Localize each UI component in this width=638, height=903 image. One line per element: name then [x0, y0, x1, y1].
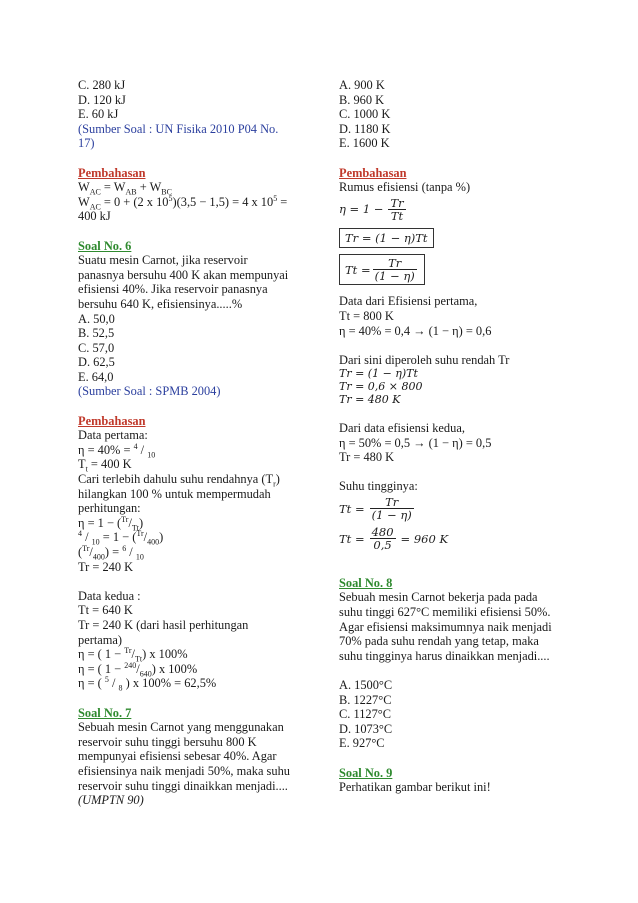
work-eq-3: 400 kJ — [78, 209, 111, 224]
dari-sini-line: Dari sini diperoleh suhu rendah Tr — [339, 352, 510, 367]
kedua-line: η = 50% = 0,5 → (1 − η) = 0,5 — [339, 435, 492, 450]
right-column — [339, 78, 571, 795]
option-c: C. 280 kJ — [78, 78, 126, 92]
step-1: $\eta = 1 - (^{Tr}/_{Tt})$ — [78, 514, 144, 533]
source-5: (Sumber Soal : UN Fisika 2010 P04 No. — [78, 121, 279, 136]
step-4: Tr = 240 K — [78, 559, 134, 574]
source-5-cont: 17) — [78, 136, 95, 151]
work-eq-1: $W_{AC} = W_{AB} + W_{BC}$ — [78, 180, 172, 197]
question-7-line: mempunyai efisiensi sebesar 40%. Agar — [78, 749, 277, 764]
soal-6-heading: Soal No. 6 — [78, 238, 132, 253]
question-6-line: panasnya bersuhu 400 K akan mempunyai — [78, 267, 289, 282]
efisiensi-pertama: Data dari Efisiensi pertama, — [339, 294, 478, 309]
rumus-line: Rumus efisiensi (tanpa %) — [339, 180, 471, 195]
left-column — [78, 78, 310, 808]
question-8-line: suhu tingginya harus dinaikkan menjadi.... — [339, 648, 550, 663]
kedua-line: pertama) — [78, 632, 123, 647]
question-7-line: reservoir suhu tinggi dinaikkan menjadi.... — [78, 778, 288, 793]
option-b: B. 960 K — [339, 92, 385, 107]
option-e: E. 60 kJ — [78, 107, 119, 122]
option-b: B. 52,5 — [78, 326, 115, 341]
option-d: D. 1180 K — [339, 121, 391, 136]
suhu-tinggi-line: Suhu tingginya: — [339, 479, 418, 494]
formula-efficiency: η = 1 − $\frac{Tr}{Tt}$ — [339, 196, 404, 224]
option-e: E. 927°C — [339, 736, 385, 751]
pembahasan-7-heading: Pembahasan — [339, 165, 407, 180]
question-7-line: efisiensinya naik menjadi 50%, maka suhu — [78, 763, 290, 778]
question-8-line: 70% pada suhu rendah yang tetap, maka — [339, 634, 539, 649]
question-8-line: Agar efisiensi maksimumnya naik menjadi — [339, 619, 552, 634]
kedua-line: Tr = 240 K (dari hasil perhitungan — [78, 617, 249, 632]
kedua-eq-3: η = ( $^5$ / $_8$ ) x 100% = 62,5% — [78, 675, 217, 693]
option-a: A. 50,0 — [78, 311, 115, 326]
hilangkan-line: hilangkan 100 % untuk mempermudah — [78, 486, 271, 501]
soal-8-heading: Soal No. 8 — [339, 575, 393, 590]
tt-line: $T_t = 400$ K — [78, 457, 132, 474]
calc-line-2: Tr = 0,6 × 800 — [339, 380, 423, 394]
calc-line-1: Tr = (1 − η)Tt — [339, 367, 418, 381]
source-6: (Sumber Soal : SPMB 2004) — [78, 384, 221, 399]
question-8-line: suhu tinggi 627°C memiliki efisiensi 50%. — [339, 605, 551, 620]
question-7-line: reservoir suhu tinggi bersuhu 800 K — [78, 734, 257, 749]
kedua-line: Tt = 640 K — [78, 603, 133, 618]
formula-tt-2: Tt = $\frac{480}{0,5}$ = 960 K — [339, 525, 449, 553]
step-3: $(^{Tr}/_{400}) = ^6 / _{10}$ — [78, 543, 144, 562]
option-c: C. 57,0 — [78, 340, 115, 355]
eta-line: η = 40% = $^4$ / $_{10}$ — [78, 441, 156, 460]
question-7-source: (UMPTN 90) — [78, 793, 144, 808]
work-eq-2: $W_{AC} = 0 + (2$ x $10^5)(3,5 - 1,5) = 4$ x $10^5$ = — [78, 193, 288, 212]
formula-tt-1: Tt = $\frac{Tr}{(1 - \eta)}$ — [339, 495, 412, 523]
data-pertama: Data pertama: — [78, 428, 148, 443]
question-7-line: Sebuah mesin Carnot yang menggunakan — [78, 720, 284, 735]
calc-line-3: Tr = 480 K — [339, 393, 401, 407]
option-b: B. 1227°C — [339, 692, 392, 707]
question-6-line: efisiensi 40%. Jika reservoir panasnya — [78, 282, 268, 297]
efisiensi-line: Tt = 800 K — [339, 308, 394, 323]
option-a: A. 900 K — [339, 78, 385, 92]
pembahasan-5-heading: Pembahasan — [78, 165, 146, 180]
pembahasan-6-heading: Pembahasan — [78, 413, 146, 428]
option-e: E. 1600 K — [339, 136, 390, 151]
question-6-line: bersuhu 640 K, efisiensinya.....% — [78, 296, 243, 311]
data-kedua: Data kedua : — [78, 588, 141, 603]
soal-9-heading: Soal No. 9 — [339, 765, 393, 780]
kedua-line: Tr = 480 K — [339, 450, 395, 465]
option-a: A. 1500°C — [339, 678, 393, 693]
kedua-eq-2: η = ( $1 - ^{240}/_{640}$) x 100% — [78, 660, 198, 679]
formula-tr-box: Tr = (1 − η)Tt — [339, 228, 434, 249]
kedua-eq-1: η = ( $1 - ^{Tr}/_{Tt}$) x 100% — [78, 646, 188, 664]
soal-7-heading: Soal No. 7 — [78, 705, 132, 720]
option-d: D. 62,5 — [78, 355, 115, 370]
option-c: C. 1127°C — [339, 707, 392, 722]
question-9-line: Perhatikan gambar berikut ini! — [339, 780, 491, 795]
perhitungan-line: perhitungan: — [78, 501, 141, 516]
option-c: C. 1000 K — [339, 107, 391, 122]
step-2: $^4 / _{10} = 1 - (^{Tr}/_{400})$ — [78, 529, 164, 547]
question-8-line: Sebuah mesin Carnot bekerja pada pada — [339, 590, 538, 605]
cari-line: Cari terlebih dahulu suhu rendahnya $(T_r)$ — [78, 472, 280, 489]
option-d: D. 1073°C — [339, 721, 393, 736]
formula-tt-box: Tt = $\frac{Tr}{(1 - \eta)}$ — [339, 254, 425, 285]
question-6-line: Suatu mesin Carnot, jika reservoir — [78, 253, 248, 268]
data-efisiensi-kedua: Dari data efisiensi kedua, — [339, 420, 465, 435]
efisiensi-line: η = 40% = 0,4 → (1 − η) = 0,6 — [339, 323, 492, 338]
option-d: D. 120 kJ — [78, 92, 126, 107]
option-e: E. 64,0 — [78, 369, 114, 384]
